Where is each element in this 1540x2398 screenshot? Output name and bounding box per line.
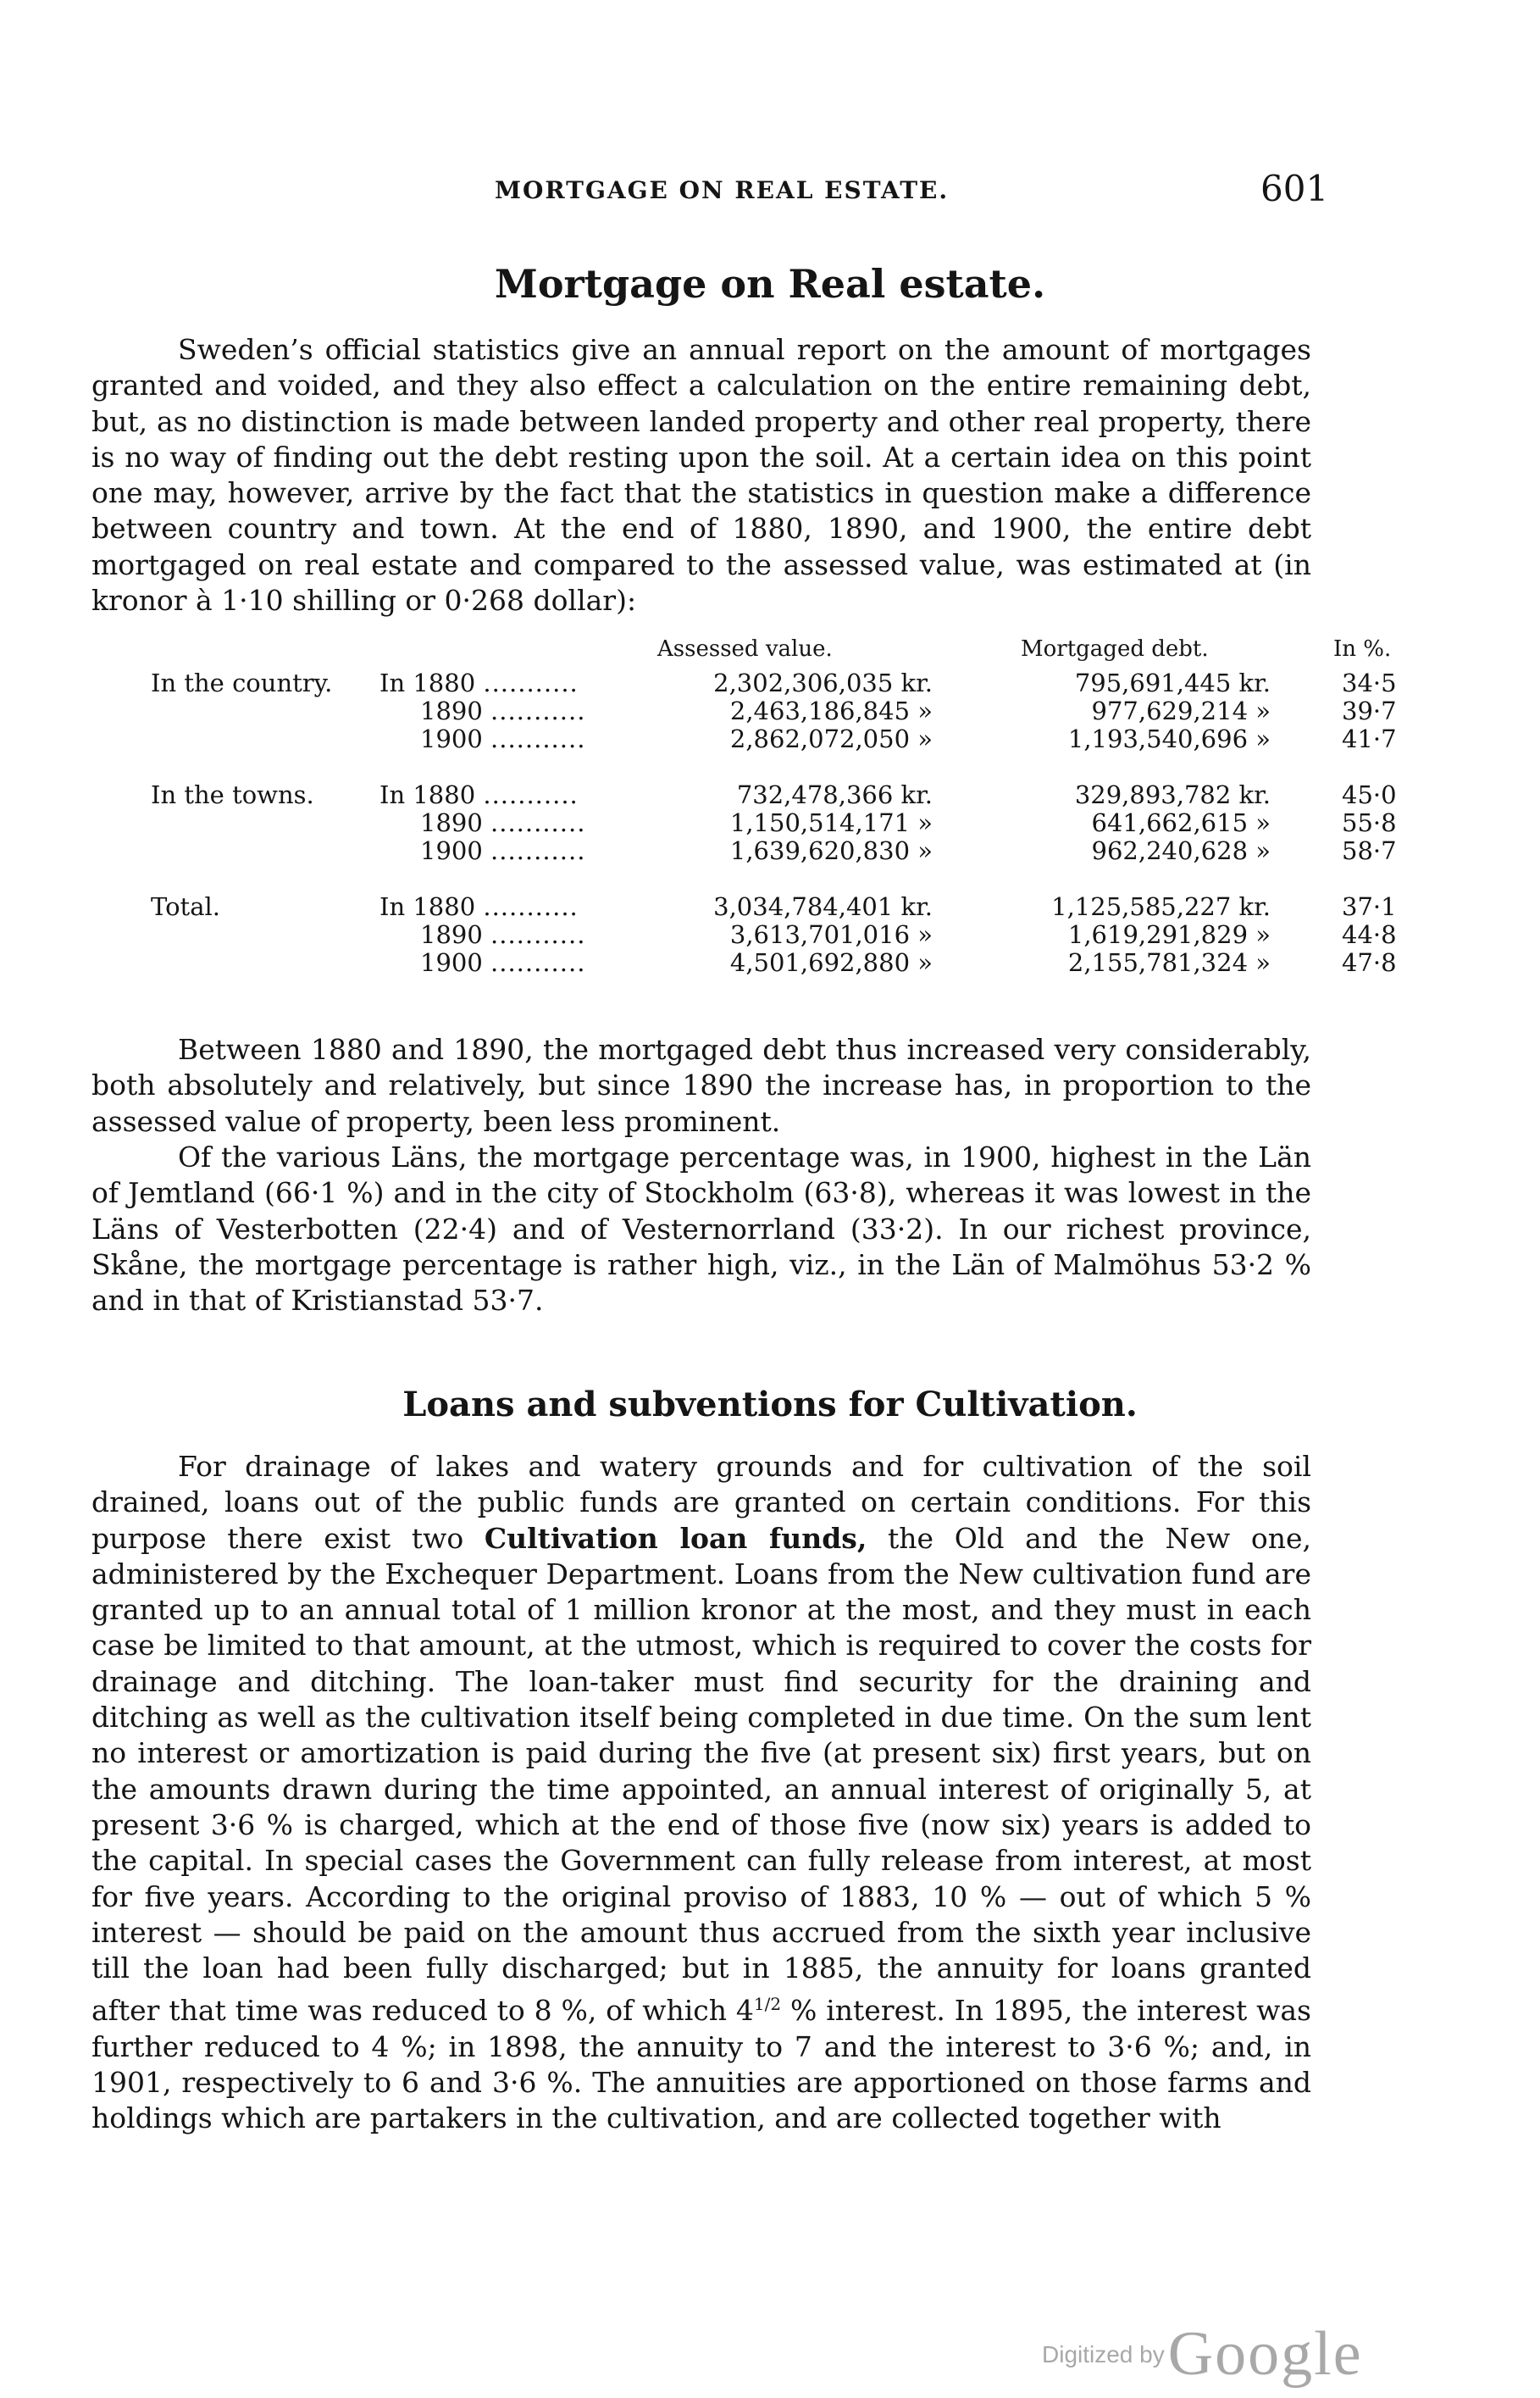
assessed-value-cell: 1,639,620,830 »	[729, 836, 933, 865]
table-row	[151, 837, 1443, 865]
cultivation-loan-funds-term: Cultivation loan funds,	[484, 1521, 867, 1555]
mortgaged-debt-cell: 329,893,782 kr.	[1074, 780, 1271, 809]
table-row	[151, 921, 1443, 949]
group-spacer	[151, 865, 1443, 893]
leader-dots: ...........	[490, 724, 586, 753]
group-label: In the towns.	[151, 780, 314, 809]
table-row	[151, 669, 1443, 697]
paragraph-cultivation-loans	[91, 1449, 1311, 2137]
year: In 1880	[379, 892, 476, 921]
google-watermark	[1042, 2318, 1363, 2390]
percent-cell: 37·1	[1342, 892, 1397, 921]
percent-cell: 55·8	[1342, 808, 1397, 837]
mortgaged-debt-cell: 962,240,628 »	[1091, 836, 1271, 865]
mortgaged-debt-cell: 1,125,585,227 kr.	[1051, 892, 1271, 921]
table-row	[151, 949, 1443, 977]
group-label: In the country.	[151, 669, 333, 697]
percent-cell: 41·7	[1342, 724, 1397, 753]
leader-dots: ...........	[483, 669, 579, 697]
paragraph-mortgage-intro: Sweden’s official statistics give an annual report on the amount of mortgages granted and voided, and they also effect a calculation on the entire remaining debt, but, as no distinction is made between landed property and other real property, there is no way of finding out the debt resting upon the soil. At a certain idea on this point one may, however, arrive by the fact that the statistics in question make a difference between country and town. At the end of 1880, 1890, and 1900, the entire debt mortgaged on real estate and compared to the assessed value, was estimated at (in kronor à 1·10 shilling or 0·268 dollar):	[91, 333, 1311, 618]
group-label	[151, 725, 379, 753]
cultivation-text-a: For drainage of lakes and watery grounds and for cultivation of the soil drained, loans out of the public funds are granted on certain conditions. For this purpose there exist two	[91, 1450, 1311, 1555]
group-label	[151, 837, 379, 865]
leader-dots: ...........	[490, 948, 586, 977]
cultivation-text-c: % interest. In 1895, the interest was further reduced to 4 %; in 1898, the annuity to 7 and the interest to 3·6 %; and, in 1901, respectively to 6 and 3·6 %. The annuities are apportioned on those farms and holdings which are partakers in the cultivation, and are collected together with	[91, 1994, 1311, 2135]
year: 1900	[420, 836, 483, 865]
percent-cell: 45·0	[1342, 780, 1397, 809]
assessed-value-cell: 2,302,306,035 kr.	[713, 669, 933, 697]
section-title-loans: Loans and subventions for Cultivation.	[402, 1385, 1138, 1424]
leader-dots: ...........	[490, 697, 586, 725]
header-mortgaged-debt: Mortgaged debt.	[1021, 636, 1209, 662]
year: In 1880	[379, 669, 476, 697]
assessed-value-cell: 2,862,072,050 »	[729, 724, 933, 753]
year-cell	[379, 809, 642, 837]
percent-cell: 44·8	[1342, 920, 1397, 949]
year-cell	[379, 781, 642, 809]
percent-cell: 47·8	[1342, 948, 1397, 977]
table-row	[151, 893, 1443, 921]
assessed-value-cell: 3,034,784,401 kr.	[713, 892, 933, 921]
year-cell	[379, 669, 642, 697]
percent-cell: 34·5	[1342, 669, 1397, 697]
cultivation-text-b: the Old and the New one, administered by the Exchequer Department. Loans from the New cultivation fund are granted up to an annual total of 1 million kronor at the most, and they must in each case be limited to that amount, at the utmost, which is required to cover the costs for drainage and ditching. The loan-taker must find security for the draining and ditching as well as the cultivation itself being completed in due time. On the sum lent no interest or amortization is paid during the five (at present six) first years, but on the amounts drawn during the time appointed, an annual interest of originally 5, at present 3·6 % is charged, which at the end of those five (now six) years is added to the capital. In special cases the Government can fully release from interest, at most for five years. According to the original proviso of 1883, 10 % — out of which 5 % interest — should be paid on the amount thus accrued from the sixth year inclusive till the loan had been fully discharged; but in 1885, the annuity for loans granted after that time was reduced to 8 %, of which 4	[91, 1521, 1311, 2028]
mortgaged-debt-cell: 1,619,291,829 »	[1067, 920, 1271, 949]
leader-dots: ...........	[483, 780, 579, 809]
mortgaged-debt-cell: 977,629,214 »	[1091, 697, 1271, 725]
year: 1900	[420, 948, 483, 977]
mortgaged-debt-cell: 795,691,445 kr.	[1074, 669, 1271, 697]
year-cell	[379, 921, 642, 949]
group-label	[151, 809, 379, 837]
year-cell	[379, 893, 642, 921]
group-spacer	[151, 753, 1443, 781]
mortgaged-debt-cell: 2,155,781,324 »	[1067, 948, 1271, 977]
year-cell	[379, 697, 642, 725]
year: In 1880	[379, 780, 476, 809]
assessed-value-cell: 1,150,514,171 »	[729, 808, 933, 837]
year-cell	[379, 949, 642, 977]
table-row	[151, 781, 1443, 809]
year-cell	[379, 725, 642, 753]
group-label	[151, 697, 379, 725]
mortgaged-debt-cell: 1,193,540,696 »	[1067, 724, 1271, 753]
paragraph-mortgage-trend: Between 1880 and 1890, the mortgaged debt thus increased very considerably, both absolutely and relatively, but since 1890 the increase has, in proportion to the assessed value of property, been less prominent.	[91, 1033, 1311, 1138]
percent-cell: 39·7	[1342, 697, 1397, 725]
mortgaged-debt-cell: 641,662,615 »	[1091, 808, 1271, 837]
page-number: 601	[1260, 168, 1329, 209]
year-cell	[379, 837, 642, 865]
mortgage-statistics-table	[151, 634, 1443, 977]
assessed-value-cell: 732,478,366 kr.	[736, 780, 933, 809]
table-header-row	[151, 634, 1443, 669]
group-label	[151, 949, 379, 977]
table-row	[151, 725, 1443, 753]
leader-dots: ...........	[490, 808, 586, 837]
watermark-digitized-text: Digitized by	[1042, 2341, 1165, 2367]
year: 1890	[420, 808, 483, 837]
table-row	[151, 809, 1443, 837]
assessed-value-cell: 3,613,701,016 »	[729, 920, 933, 949]
group-label	[151, 921, 379, 949]
year: 1890	[420, 920, 483, 949]
section-title-mortgage: Mortgage on Real estate.	[494, 261, 1046, 307]
assessed-value-cell: 4,501,692,880 »	[729, 948, 933, 977]
google-logo: Google	[1167, 2319, 1363, 2389]
header-percent: In %.	[1333, 636, 1392, 662]
header-assessed-value: Assessed value.	[657, 636, 833, 662]
fraction-superscript: 1/2	[753, 1994, 782, 2015]
running-head: MORTGAGE ON REAL ESTATE.	[495, 176, 950, 204]
leader-dots: ...........	[490, 920, 586, 949]
table-row	[151, 697, 1443, 725]
group-label: Total.	[151, 892, 220, 921]
year: 1890	[420, 697, 483, 725]
leader-dots: ...........	[483, 892, 579, 921]
assessed-value-cell: 2,463,186,845 »	[729, 697, 933, 725]
paragraph-lans-percentages: Of the various Läns, the mortgage percentage was, in 1900, highest in the Län of Jemtland (66·1 %) and in the city of Stockholm (63·8), whereas it was lowest in the Läns of Vesterbotten (22·4) and of Vesternorrland (33·2). In our richest province, Skåne, the mortgage percentage is rather high, viz., in the Län of Malmöhus 53·2 % and in that of Kristianstad 53·7.	[91, 1141, 1311, 1318]
year: 1900	[420, 724, 483, 753]
leader-dots: ...........	[490, 836, 586, 865]
percent-cell: 58·7	[1342, 836, 1397, 865]
